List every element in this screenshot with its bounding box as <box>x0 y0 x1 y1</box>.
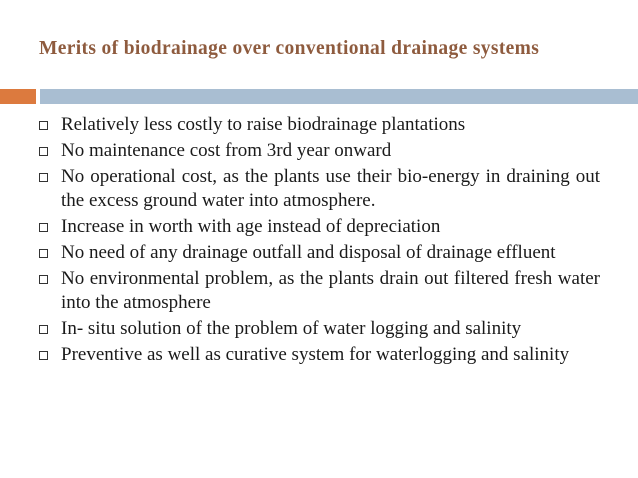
square-bullet-icon <box>39 147 48 156</box>
bullet-item <box>38 113 600 137</box>
bullet-text: No environmental problem, as the plants drain out filtered fresh water into the atmosphere <box>61 268 600 313</box>
square-bullet-icon <box>39 351 48 360</box>
accent-bar-orange <box>0 89 36 104</box>
bullet-text: No operational cost, as the plants use their bio-energy in draining out the excess ground water into atmosphere. <box>61 166 600 211</box>
bullet-item <box>38 267 600 314</box>
bullet-item <box>38 317 600 341</box>
bullet-text: No maintenance cost from 3rd year onward <box>61 139 392 161</box>
bullet-text: No need of any drainage outfall and disposal of drainage effluent <box>61 241 556 263</box>
bullet-item <box>38 165 600 212</box>
bullet-text: Relatively less costly to raise biodrainage plantations <box>61 113 466 135</box>
bullet-text: Preventive as well as curative system for waterlogging and salinity <box>61 344 570 365</box>
bullet-item <box>38 139 600 163</box>
bullet-text: Increase in worth with age instead of depreciation <box>61 215 441 237</box>
bullet-item <box>38 215 600 239</box>
accent-bar-blue <box>40 89 638 104</box>
square-bullet-icon <box>39 223 48 232</box>
bullet-item <box>38 241 600 265</box>
bullet-item <box>38 343 600 367</box>
square-bullet-icon <box>39 121 48 130</box>
bullet-text: In- situ solution of the problem of water logging and salinity <box>61 317 522 339</box>
square-bullet-icon <box>39 173 48 182</box>
square-bullet-icon <box>39 249 48 258</box>
square-bullet-icon <box>39 275 48 284</box>
square-bullet-icon <box>39 325 48 334</box>
bullet-list <box>38 110 600 367</box>
slide-title: Merits of biodrainage over conventional drainage systems <box>39 38 540 59</box>
